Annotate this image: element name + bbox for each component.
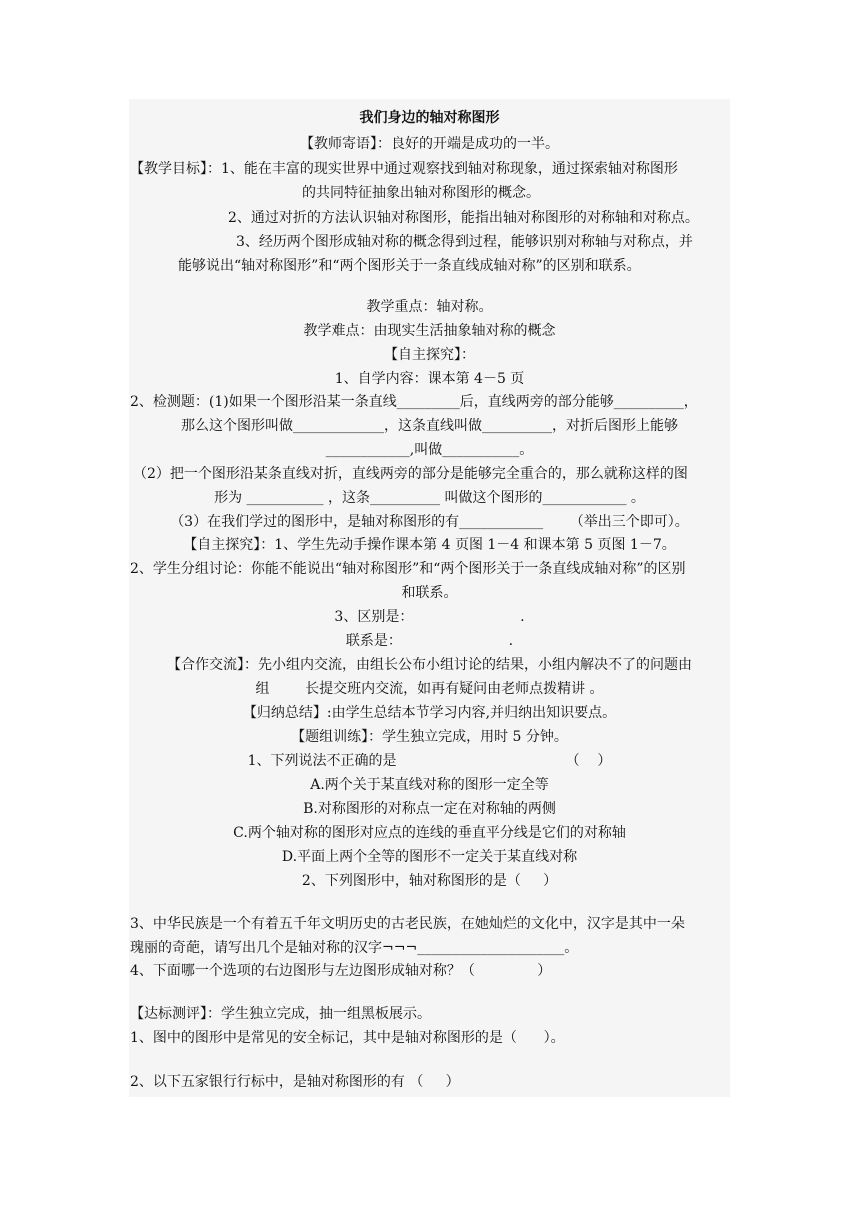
assessment-heading: 【达标测评】：学生独立完成，抽一组黑板展示。 [130, 1006, 431, 1022]
option-c: C.两个轴对称的图形对应点的连线的垂直平分线是它们的对称轴 [233, 825, 626, 841]
test-question-2b: 形为 ___________ ，这条__________ 叫做这个图形的____________ 。 [214, 490, 645, 506]
option-b: B.对称图形的对称点一定在对称轴的两侧 [303, 801, 556, 817]
teaching-goal-1b: 的共同特征抽象出轴对称图形的概念。 [302, 185, 540, 201]
option-a: A.两个关于某直线对称的图形一定全等 [310, 777, 549, 793]
test-question-3: （3）在我们学过的图形中，是轴对称图形的有____________ （举出三个即可）。 [170, 514, 689, 530]
drill-question-3b: 瑰丽的奇葩，请写出几个是轴对称的汉字¬¬¬_____________________。 [130, 940, 579, 956]
teaching-key-point: 教学重点：轴对称。 [366, 299, 493, 315]
cooperation-a: 【合作交流】：先小组内交流，由组长公布小组讨论的结果，小组内解决不了的问题由 [167, 657, 692, 673]
drill-question-3a: 3、中华民族是一个有着五千年文明历史的古老民族，在她灿烂的文化中，汉字是其中一朵 [130, 916, 685, 932]
explore-step-2b: 和联系。 [401, 585, 458, 601]
test-question-2a: （2）把一个图形沿某条直线对折，直线两旁的部分是能够完全重合的，那么就称这样的图 [133, 466, 688, 482]
summary-line: 【归纳总结】:由学生总结本节学习内容,并归纳出知识要点。 [242, 705, 617, 721]
difference-line: 3、区别是： . [334, 609, 525, 625]
teaching-goal-3b: 能够说出“轴对称图形”和“两个图形关于一条直线成轴对称”的区别和联系。 [178, 258, 641, 274]
teaching-goal-2: 2、通过对折的方法认识轴对称图形，能指出轴对称图形的对称轴和对称点。 [228, 210, 699, 226]
drill-question-4: 4、下面哪一个选项的右边图形与左边图形成轴对称？（ ） [130, 963, 552, 979]
drill-heading: 【题组训练】：学生独立完成，用时 5 分钟。 [291, 729, 568, 745]
teaching-difficulty: 教学难点：由现实生活抽象轴对称的概念 [303, 323, 556, 339]
teaching-goal-3a: 3、经历两个图形成轴对称的概念得到过程，能够识别对称轴与对称点，并 [236, 234, 693, 250]
drill-question-2: 2、下列图形中，轴对称图形的是（ ） [301, 873, 558, 889]
assessment-question-2: 2、以下五家银行行标中，是轴对称图形的有 （ ） [130, 1074, 460, 1090]
cooperation-b: 组 长提交班内交流，如再有疑问由老师点拨精讲 。 [255, 681, 604, 697]
document-title: 我们身边的轴对称图形 [359, 110, 500, 126]
teaching-goal-1a: 【教学目标】：1、能在丰富的现实世界中通过观察找到轴对称现象，通过探索轴对称图形 [130, 161, 678, 177]
test-question-1b: 那么这个图形叫做_____________，这条直线叫做__________，对折后图形上能够 [181, 418, 678, 434]
assessment-question-1: 1、图中的图形中是常见的安全标记，其中是轴对称图形的是（ ）。 [130, 1030, 565, 1046]
test-question-1a: 2、检测题：(1)如果一个图形沿某一条直线_________后，直线两旁的部分能够__________， [130, 394, 698, 410]
drill-question-1: 1、下列说法不正确的是 （ ） [247, 753, 612, 769]
self-study-content: 1、自学内容：课本第 4－5 页 [334, 371, 525, 387]
teacher-motto: 【教师寄语】：良好的开端是成功的一半。 [300, 136, 559, 152]
explore-step-1: 【自主探究】：1、学生先动手操作课本第 4 页图 1－4 和课本第 5 页图 1－7。 [183, 537, 676, 553]
explore-step-2a: 2、学生分组讨论：你能不能说出“轴对称图形”和“两个图形关于一条直线成轴对称”的区别 [130, 561, 686, 577]
self-explore-heading: 【自主探究】： [384, 347, 475, 363]
test-question-1c: ____________,叫做___________。 [325, 442, 534, 458]
option-d: D.平面上两个全等的图形不一定关于某直线对称 [281, 849, 578, 865]
relation-line: 联系是： . [345, 633, 514, 649]
